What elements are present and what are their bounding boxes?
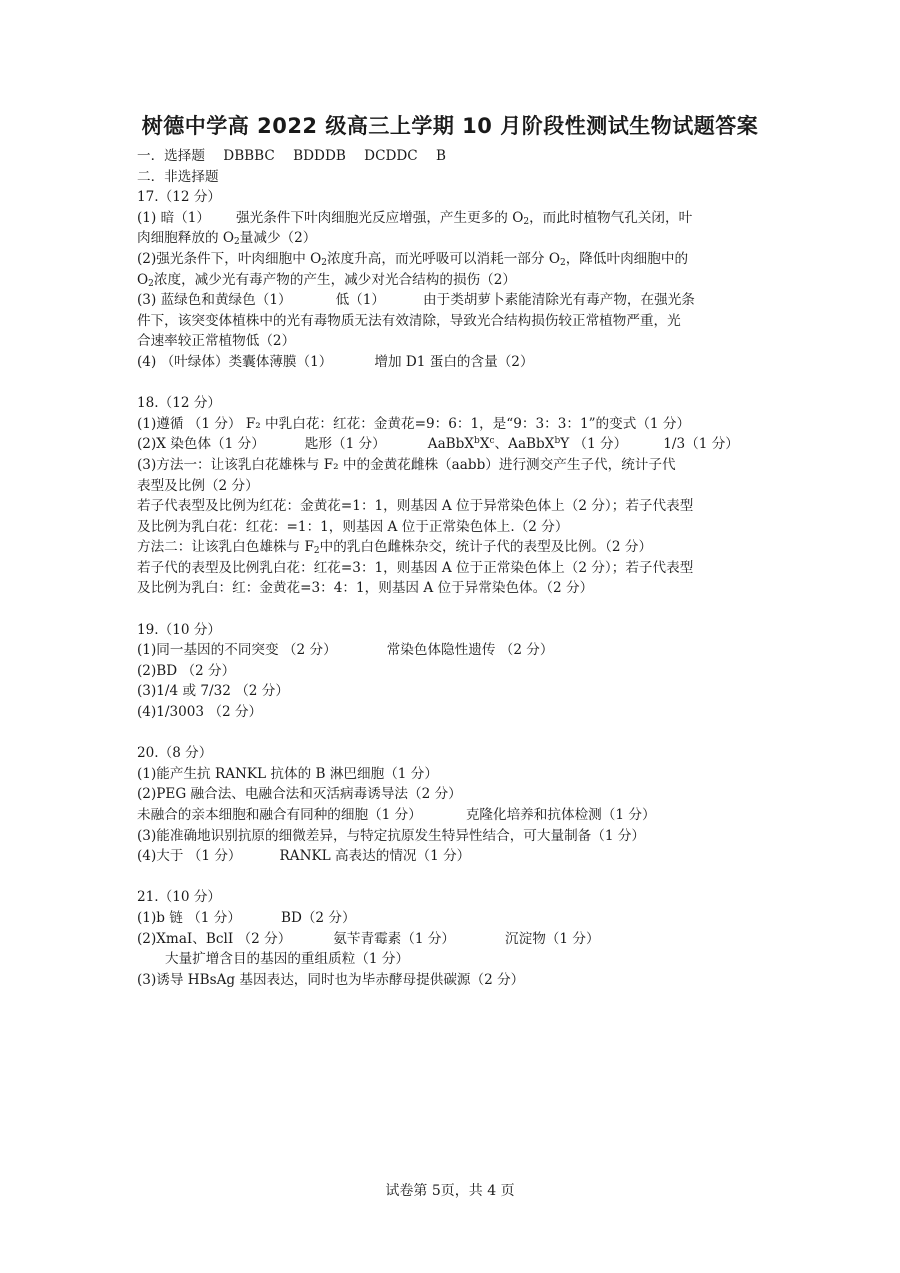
q17-line: 合速率较正常植物低（2） — [137, 333, 296, 350]
section-choice-label: 一．选择题 — [137, 148, 205, 164]
q19-answer-4: (4)1/3003 （2 分） — [137, 704, 263, 721]
q18-line: 及比例为乳白：红：金黄花=3：4：1，则基因 A 位于异常染色体。（2 分） — [137, 580, 594, 597]
q18-text: Y （1 分） — [560, 436, 628, 453]
q18-text: X — [479, 436, 490, 453]
q18-header: 18.（12 分） — [137, 395, 222, 412]
q17-answer-4: (4) （叶绿体）类囊体薄膜（1） — [137, 353, 333, 370]
q18-answer-3: (3)方法一：让该乳白花雄株与 F₂ 中的金黄花雌株（aabb）进行测交产生子代，统计子代 — [137, 456, 676, 473]
q20-text: RANKL 高表达的情况（1 分） — [279, 848, 471, 865]
q18-sup: b — [554, 436, 561, 447]
q20-answer-4 — [137, 846, 777, 867]
q18-line: 方法二：让该乳白色雄株与 $F_2$中的乳白色雌株杂交，统计子代的表型及比例。（2 分） — [137, 539, 653, 557]
q18-text: 1/3（1 分） — [663, 436, 739, 453]
q17-text: 增加 D1 蛋白的含量（2） — [374, 353, 534, 370]
q17-answer-2: (2)强光条件下，叶肉细胞中 O — [137, 250, 322, 267]
q17-header: 17.（12 分） — [137, 189, 222, 206]
q18-line: 若子代表型及比例为红花：金黄花=1：1，则基因 A 位于异常染色体上（2 分）；若子代表型 — [137, 498, 694, 515]
section-nonchoice-label: 二．非选择题 — [137, 168, 219, 185]
q18-text: (2)X 染色体（1 分） — [137, 436, 265, 453]
q18-text: 方法二：让该乳白色雄株与 F — [137, 539, 314, 556]
q19-answer-2: (2)BD （2 分） — [137, 662, 236, 679]
q17-text: 浓度，减少光有毒产物的产生，减少对光合结构的损伤（2） — [153, 271, 516, 288]
q17-line — [137, 352, 777, 373]
answer-content — [137, 146, 777, 990]
q17-text: O — [137, 271, 149, 288]
choice-answers-2: BDDDB — [293, 148, 346, 164]
q21-text: 氨苄青霉素（1 分） — [333, 930, 456, 947]
q17-text: 浓度升高，而光呼吸可以消耗一部分 O — [327, 250, 560, 267]
q17-text: 肉细胞释放的 O — [137, 230, 235, 247]
q17-line: (1) 暗（1） 强光条件下叶肉细胞光反应增强，产生更多的 $O_2$，而此时植物气孔关闭，叶 — [137, 209, 693, 227]
q19-answer-1 — [137, 640, 777, 661]
q18-text: 、AaBbX — [494, 436, 555, 453]
q17-text: 由于类胡萝卜素能清除光有毒产物，在强光条 — [423, 292, 695, 309]
q17-text: 低（1） — [335, 292, 386, 309]
q21-header: 21.（10 分） — [137, 889, 222, 906]
q17-text: ，降低叶肉细胞中的 — [565, 250, 689, 267]
q17-answer-1: (1) 暗（1） — [137, 209, 211, 226]
q17-line: $O_2$浓度，减少光有毒产物的产生，减少对光合结构的损伤（2） — [137, 271, 516, 289]
page-footer: 试卷第 5页，共 4 页 — [385, 1183, 515, 1199]
q20-answer-2: (2)PEG 融合法、电融合法和灭活病毒诱导法（2 分） — [137, 786, 462, 803]
q20-line — [137, 805, 777, 826]
q17-line — [137, 290, 777, 311]
q18-line: 若子代的表型及比例乳白花：红花=3：1，则基因 A 位于正常染色体上（2 分）；若子代表型 — [137, 559, 694, 576]
q17-line: (2)强光条件下，叶肉细胞中 $O_2$浓度升高，而光呼吸可以消耗一部分 $O_2$，降低叶肉细胞中的 — [137, 250, 689, 268]
q21-answer-2 — [137, 929, 777, 950]
q17-text: ，而此时植物气孔关闭，叶 — [529, 209, 693, 226]
q18-text: AaBbX — [427, 436, 475, 453]
q18-sup: c — [489, 436, 495, 447]
q19-text: 常染色体隐性遗传 （2 分） — [386, 642, 554, 659]
q21-answer-3: (3)诱导 HBsAg 基因表达，同时也为毕赤酵母提供碳源（2 分） — [137, 971, 525, 988]
q18-answer-2 — [137, 434, 777, 455]
document-title: 树德中学高 2022 级高三上学期 10 月阶段性测试生物试题答案 — [141, 114, 759, 138]
q21-text: 沉淀物（1 分） — [505, 930, 600, 947]
q18-sup: b — [474, 436, 480, 447]
q18-line: 表型及比例（2 分） — [137, 477, 259, 494]
q18-text: 匙形（1 分） — [304, 436, 386, 453]
q18-line: 及比例为乳白花：红花：=1：1，则基因 A 位于正常染色体上.（2 分） — [137, 518, 569, 535]
q19-text: (1)同一基因的不同突变 （2 分） — [137, 642, 337, 659]
q17-answer-3: (3) 蓝绿色和黄绿色（1） — [137, 292, 292, 309]
q18-answer-1: (1)遵循 （1 分） F₂ 中乳白花：红花：金黄花=9：6：1，是“9：3：3：1”的变式（1 分） — [137, 415, 691, 432]
q21-text: BD（2 分） — [280, 909, 356, 926]
choice-answers-3: DCDDC — [364, 148, 418, 164]
q21-text: (1)b 链 （1 分） — [137, 909, 241, 926]
q17-text: 量减少（2） — [239, 230, 317, 247]
q21-answer-1 — [137, 908, 777, 929]
section-choice — [137, 146, 777, 167]
choice-answers-4: B — [436, 148, 446, 164]
q21-line: 大量扩增含目的基因的重组质粒（1 分） — [165, 951, 410, 968]
q19-answer-3: (3)1/4 或 7/32 （2 分） — [137, 683, 289, 700]
q20-answer-1: (1)能产生抗 RANKL 抗体的 B 淋巴细胞（1 分） — [137, 765, 438, 782]
q21-text: (2)XmaⅠ、BclⅠ （2 分） — [137, 930, 292, 947]
q20-text: 未融合的亲本细胞和融合有同种的细胞（1 分） — [137, 807, 422, 823]
q20-text: (4)大于 （1 分） — [137, 848, 242, 865]
q17-text: 强光条件下叶肉细胞光反应增强，产生更多的 O — [236, 209, 524, 226]
q19-header: 19.（10 分） — [137, 621, 222, 638]
q18-text: 中的乳白色雌株杂交，统计子代的表型及比例。（2 分） — [319, 539, 653, 556]
q20-answer-3: (3)能准确地识别抗原的细微差异，与特定抗原发生特异性结合，可大量制备（1 分） — [137, 827, 646, 844]
q17-line: 肉细胞释放的 $O_2$量减少（2） — [137, 230, 317, 248]
q17-line: 件下，该突变体植株中的光有毒物质无法有效清除，导致光合结构损伤较正常植物严重，光 — [137, 312, 681, 329]
q20-header: 20.（8 分） — [137, 745, 213, 762]
q20-text: 克隆化培养和抗体检测（1 分） — [465, 807, 656, 823]
choice-answers-1: DBBBC — [223, 148, 275, 164]
